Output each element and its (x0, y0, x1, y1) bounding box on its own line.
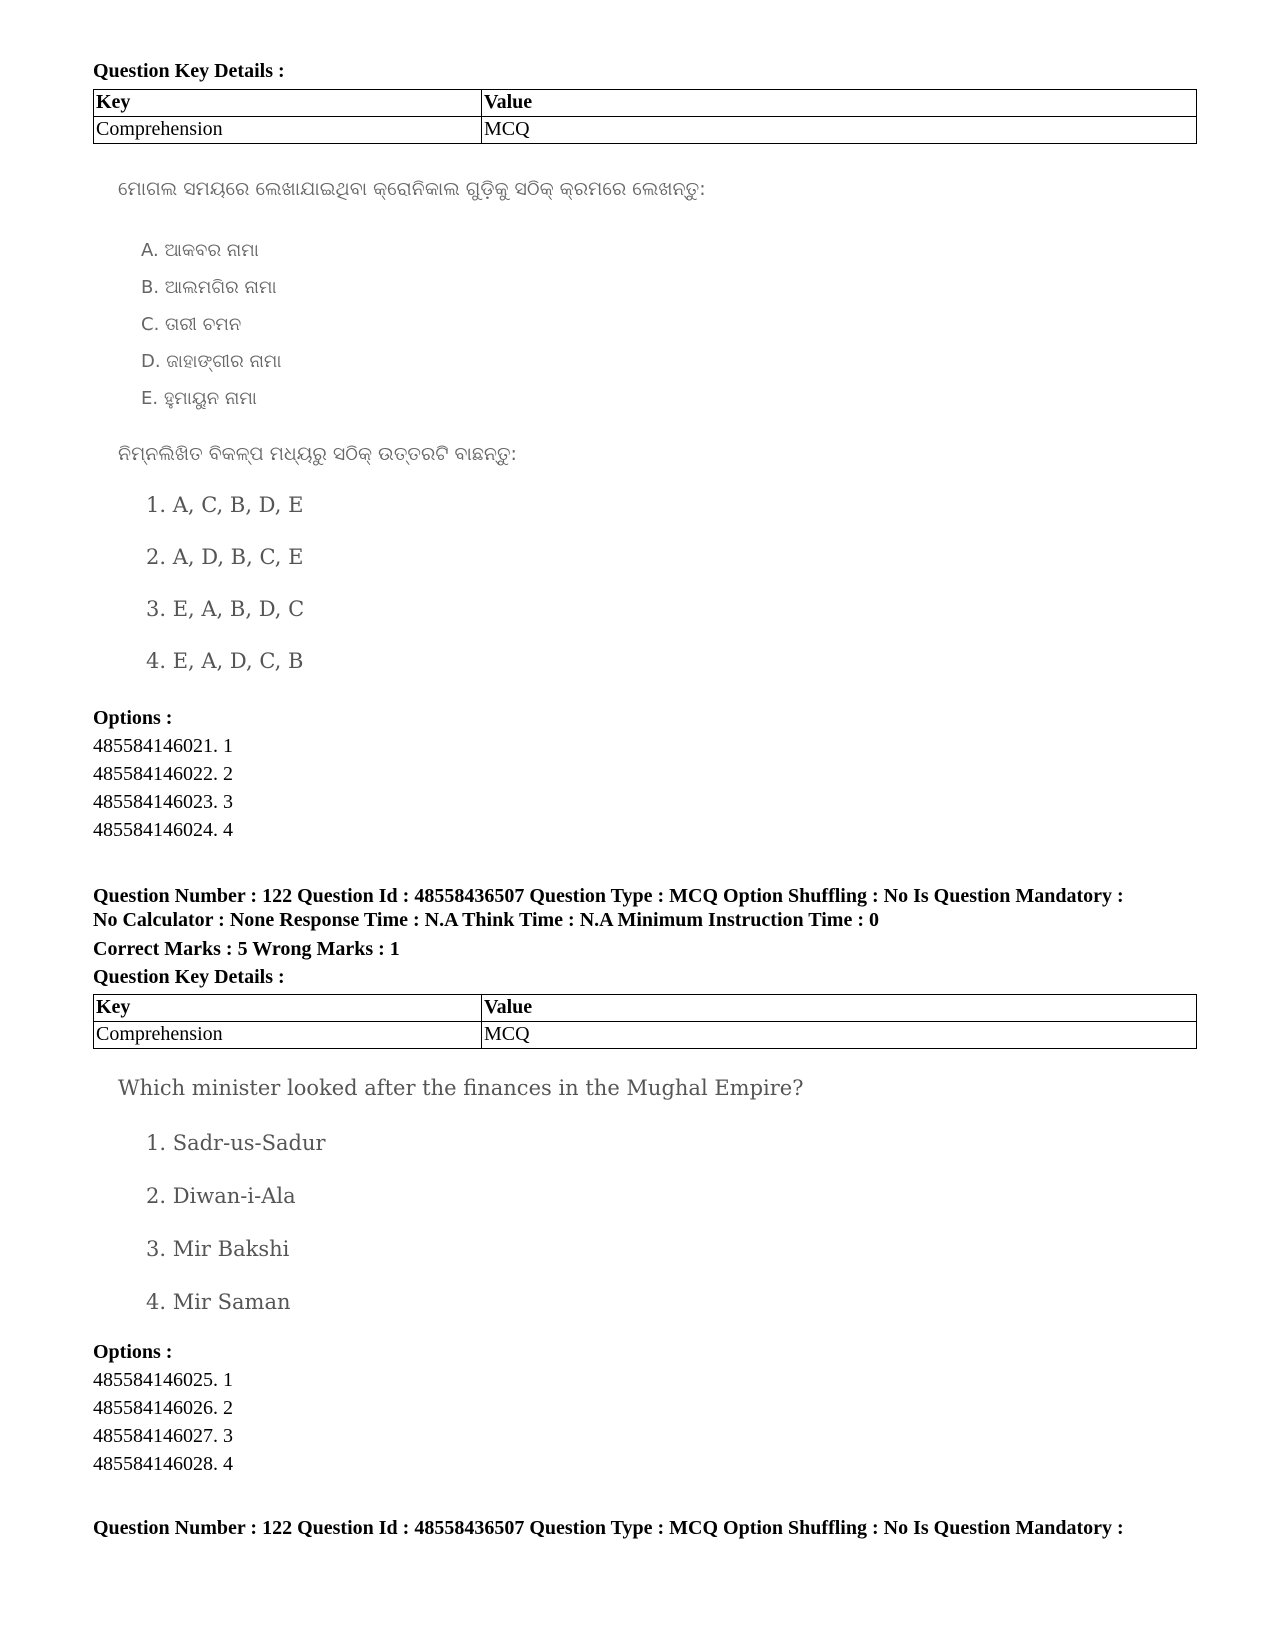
question-item: D. ଜାହାଙ୍ଗୀର ନାମା (141, 351, 282, 372)
answer-choice: 3. E, A, B, D, C (146, 597, 305, 621)
table-header-value: Value (482, 995, 1197, 1022)
key-details-table (93, 89, 1197, 144)
option-item: 485584146027. 3 (93, 1425, 233, 1447)
table-header-value: Value (482, 90, 1197, 117)
answer-choice: 3. Mir Bakshi (146, 1237, 290, 1261)
option-item: 485584146028. 4 (93, 1453, 233, 1475)
answer-choice: 1. Sadr-us-Sadur (146, 1131, 326, 1155)
question-meta-line: Question Number : 122 Question Id : 48558436507 Question Type : MCQ Option Shuffling : No Is Question Mandatory : (93, 1517, 1124, 1539)
question-key-details-label: Question Key Details : (93, 60, 285, 82)
question-meta-line: Question Number : 122 Question Id : 48558436507 Question Type : MCQ Option Shuffling : No Is Question Mandatory : (93, 885, 1124, 907)
table-header-key: Key (94, 90, 482, 117)
table-cell-key: Comprehension (94, 117, 482, 144)
question-text: Which minister looked after the finances in the Mughal Empire? (118, 1076, 804, 1100)
option-item: 485584146026. 2 (93, 1397, 233, 1419)
answer-choice: 2. A, D, B, C, E (146, 545, 304, 569)
option-item: 485584146021. 1 (93, 735, 233, 757)
answer-choice: 2. Diwan-i-Ala (146, 1184, 296, 1208)
marks-line: Correct Marks : 5 Wrong Marks : 1 (93, 938, 400, 960)
table-header-key: Key (94, 995, 482, 1022)
table-header-row (94, 90, 1197, 117)
answer-choice: 4. Mir Saman (146, 1290, 291, 1314)
question-meta-line: No Calculator : None Response Time : N.A Think Time : N.A Minimum Instruction Time : 0 (93, 909, 879, 931)
answer-choice: 4. E, A, D, C, B (146, 649, 304, 673)
option-item: 485584146024. 4 (93, 819, 233, 841)
key-details-table (93, 994, 1197, 1049)
options-label: Options : (93, 707, 173, 729)
question-key-details-label: Question Key Details : (93, 966, 285, 988)
question-item: E. ହୁମାୟୁନ ନାମା (141, 388, 257, 409)
table-row (94, 117, 1197, 144)
table-row (94, 1022, 1197, 1049)
question-instruction: ନିମ୍ନଲିଖିତ ବିକଳ୍ପ ମଧ୍ୟରୁ ସଠିକ୍ ଉତ୍ତରଟି ବାଛନ୍ତୁ: (118, 443, 517, 465)
table-cell-value: MCQ (482, 1022, 1197, 1049)
answer-choice: 1. A, C, B, D, E (146, 493, 304, 517)
table-cell-value: MCQ (482, 117, 1197, 144)
question-item: C. ତାରୀ ଚମନ (141, 314, 242, 335)
options-label: Options : (93, 1341, 173, 1363)
table-header-row (94, 995, 1197, 1022)
option-item: 485584146023. 3 (93, 791, 233, 813)
question-item: B. ଆଲମଗିର ନାମା (141, 277, 277, 298)
question-meta (93, 884, 1203, 932)
option-item: 485584146025. 1 (93, 1369, 233, 1391)
question-item: A. ଆକବର ନାମା (141, 240, 259, 261)
question-text: ମୋଗଲ ସମୟରେ ଲେଖାଯାଇଥିବା କ୍ରୋନିକାଲ ଗୁଡ଼ିକୁ ସଠିକ୍ କ୍ରମରେ ଲେଖନ୍ତୁ: (118, 178, 706, 200)
table-cell-key: Comprehension (94, 1022, 482, 1049)
option-item: 485584146022. 2 (93, 763, 233, 785)
